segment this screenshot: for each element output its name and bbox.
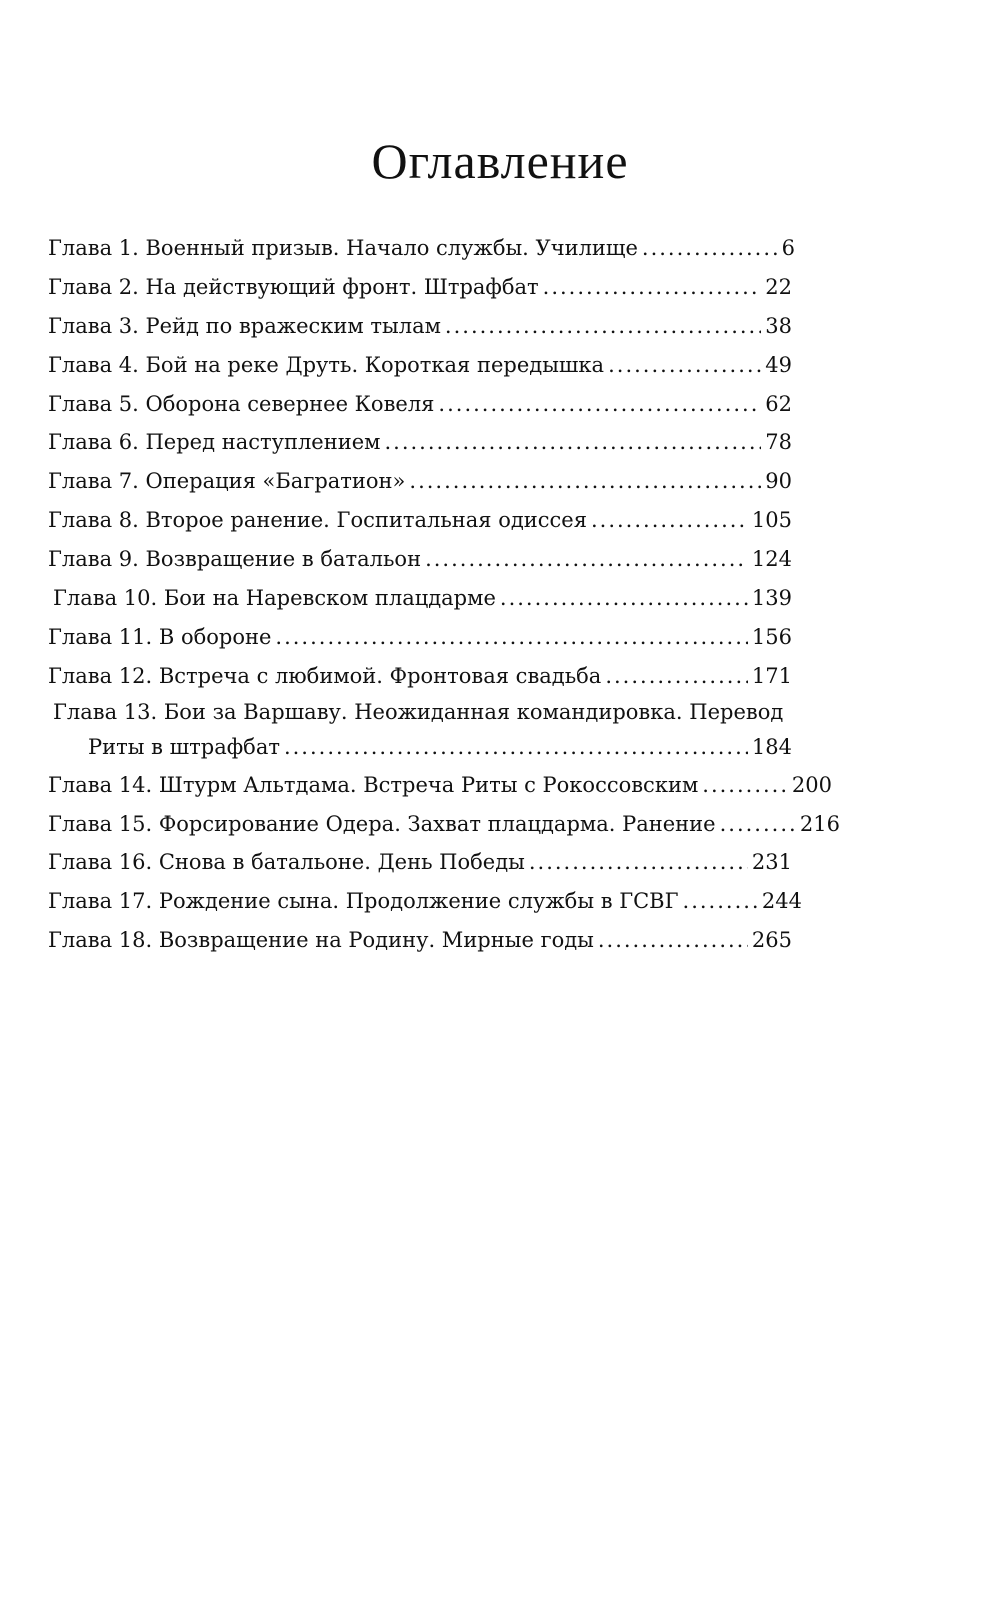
toc-entry-label: Глава 5. Оборона севернее Ковеля bbox=[48, 391, 435, 416]
toc-entry-16 bbox=[48, 843, 792, 882]
toc-page-number: 265 bbox=[751, 928, 792, 953]
toc-leader-dots bbox=[500, 579, 748, 618]
toc-entry-label: Глава 2. На действующий фронт. Штрафбат bbox=[48, 274, 539, 299]
toc-entry-7 bbox=[48, 462, 792, 501]
toc-entry-4 bbox=[48, 346, 792, 385]
toc-leader-dots bbox=[608, 346, 761, 385]
toc-page-number: 62 bbox=[765, 391, 792, 416]
toc-leader-dots bbox=[445, 307, 761, 346]
toc-entry-label-cont: Риты в штрафбат bbox=[88, 734, 280, 759]
toc-entry-label: Глава 9. Возвращение в батальон bbox=[48, 547, 422, 572]
toc-entry-label: Глава 13. Бои за Варшаву. Неожиданная командировка. Перевод bbox=[53, 699, 784, 724]
toc-entry-label: Глава 10. Бои на Наревском плацдарме bbox=[53, 586, 496, 611]
toc-leader-dots bbox=[529, 843, 748, 882]
toc-entry-15 bbox=[48, 805, 840, 844]
toc-entry-6 bbox=[48, 423, 792, 462]
toc-leader-dots bbox=[438, 385, 761, 424]
toc-entry-continuation bbox=[48, 728, 792, 766]
table-of-contents bbox=[48, 229, 848, 960]
toc-leader-dots bbox=[598, 921, 748, 960]
toc-page-number: 231 bbox=[751, 850, 792, 875]
toc-leader-dots bbox=[275, 618, 748, 657]
toc-leader-dots bbox=[384, 423, 761, 462]
toc-entry-label: Глава 6. Перед наступлением bbox=[48, 430, 381, 455]
toc-leader-dots bbox=[683, 882, 758, 921]
toc-leader-dots bbox=[284, 728, 748, 766]
toc-entry-3 bbox=[48, 307, 792, 346]
toc-entry-label: Глава 15. Форсирование Одера. Захват плацдарма. Ранение bbox=[48, 811, 716, 836]
toc-page-number: 200 bbox=[791, 772, 832, 797]
toc-page-number: 105 bbox=[751, 508, 792, 533]
toc-entry-label: Глава 12. Встреча с любимой. Фронтовая свадьба bbox=[48, 663, 602, 688]
toc-entry-label: Глава 1. Военный призыв. Начало службы. Училище bbox=[48, 236, 638, 260]
toc-entry-label: Глава 4. Бой на реке Друть. Короткая передышка bbox=[48, 352, 605, 377]
toc-page-number: 38 bbox=[765, 313, 792, 338]
page-title: Оглавление bbox=[371, 133, 629, 189]
toc-entry-10 bbox=[48, 579, 792, 618]
toc-page-number: 124 bbox=[751, 547, 792, 572]
toc-leader-dots bbox=[605, 657, 748, 696]
toc-page-number: 184 bbox=[751, 734, 792, 759]
toc-leader-dots bbox=[409, 462, 761, 501]
toc-entry-label: Глава 18. Возвращение на Родину. Мирные годы bbox=[48, 928, 594, 953]
toc-entry-1 bbox=[48, 229, 795, 268]
toc-page-number: 6 bbox=[781, 236, 795, 260]
toc-entry-2 bbox=[48, 268, 792, 307]
toc-leader-dots bbox=[425, 540, 748, 579]
toc-page-number: 139 bbox=[751, 586, 792, 611]
toc-page-number: 49 bbox=[765, 352, 792, 377]
toc-entry-label: Глава 14. Штурм Альтдама. Встреча Риты с Рокоссовским bbox=[48, 772, 699, 797]
toc-entry-label: Глава 16. Снова в батальоне. День Победы bbox=[48, 850, 525, 875]
toc-entry-18 bbox=[48, 921, 792, 960]
toc-entry-8 bbox=[48, 501, 792, 540]
toc-entry-13 bbox=[48, 696, 848, 766]
toc-leader-dots bbox=[720, 805, 796, 844]
toc-entry-label: Глава 7. Операция «Багратион» bbox=[48, 469, 406, 494]
toc-entry-5 bbox=[48, 385, 792, 424]
toc-page-number: 22 bbox=[765, 274, 792, 299]
toc-entry-14 bbox=[48, 766, 832, 805]
toc-page-number: 171 bbox=[751, 663, 792, 688]
toc-leader-dots bbox=[591, 501, 748, 540]
toc-entry-11 bbox=[48, 618, 792, 657]
toc-page-number: 156 bbox=[751, 624, 792, 649]
toc-page-number: 216 bbox=[799, 811, 840, 836]
toc-entry-label: Глава 17. Рождение сына. Продолжение службы в ГСВГ bbox=[48, 889, 679, 914]
toc-leader-dots bbox=[702, 766, 788, 805]
toc-page-number: 78 bbox=[765, 430, 792, 455]
toc-entry-label: Глава 8. Второе ранение. Госпитальная одиссея bbox=[48, 508, 587, 533]
toc-entry-label: Глава 3. Рейд по вражеским тылам bbox=[48, 313, 441, 338]
toc-page-number: 244 bbox=[761, 889, 802, 914]
toc-entry-17 bbox=[48, 882, 802, 921]
toc-leader-dots bbox=[642, 229, 778, 268]
toc-entry-label: Глава 11. В обороне bbox=[48, 624, 272, 649]
toc-page-number: 90 bbox=[765, 469, 792, 494]
toc-leader-dots bbox=[543, 268, 762, 307]
toc-entry-12 bbox=[48, 657, 792, 696]
toc-entry-9 bbox=[48, 540, 792, 579]
